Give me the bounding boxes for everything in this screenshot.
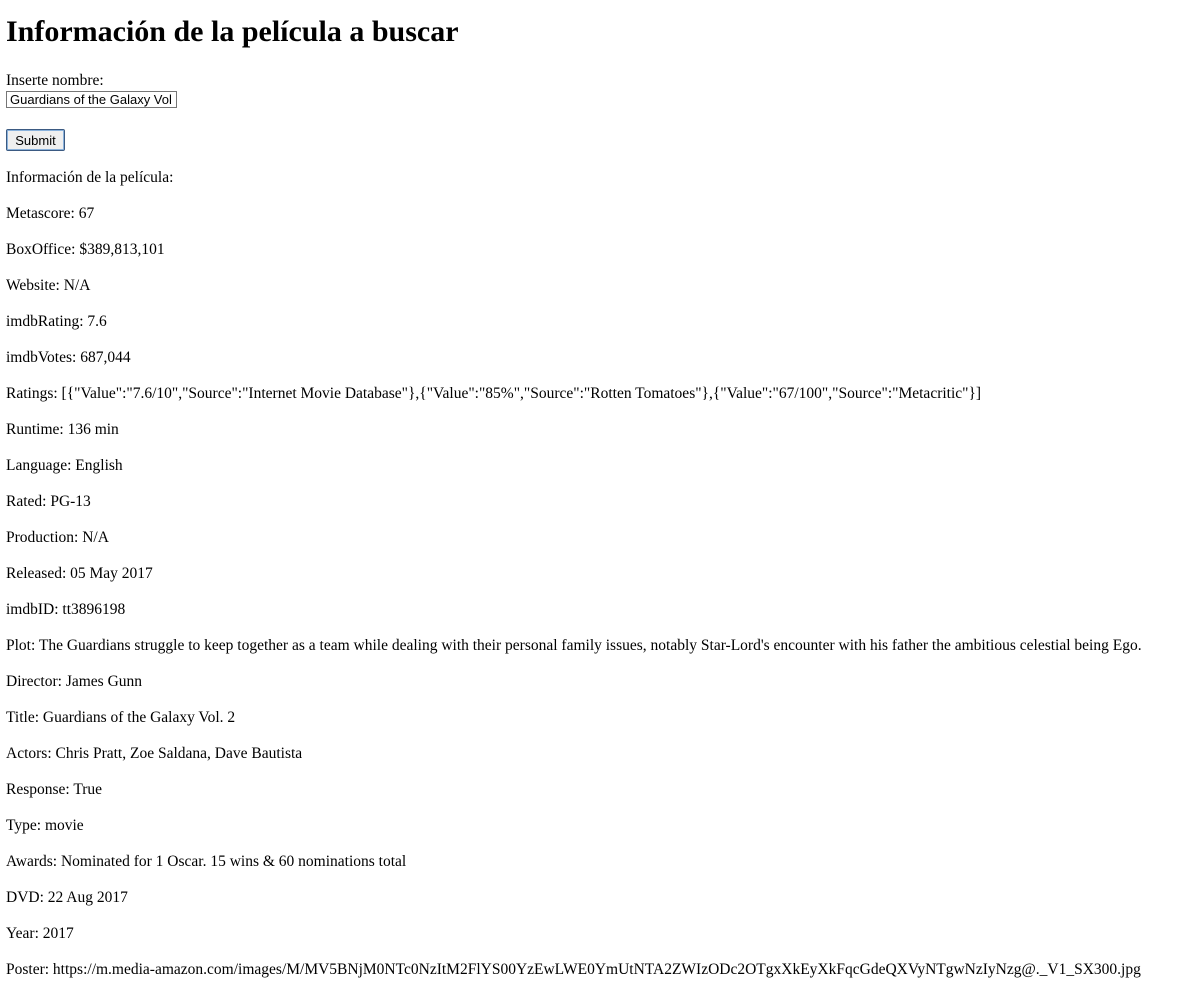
info-year: Year: 2017 <box>6 925 74 942</box>
info-metascore: Metascore: 67 <box>6 205 95 222</box>
info-production: Production: N/A <box>6 529 109 546</box>
page-title: Información de la película a buscar <box>6 15 459 48</box>
info-director: Director: James Gunn <box>6 673 143 690</box>
info-imdb-rating: imdbRating: 7.6 <box>6 313 107 330</box>
info-released: Released: 05 May 2017 <box>6 565 153 582</box>
info-boxoffice: BoxOffice: $389,813,101 <box>6 241 165 258</box>
movie-info-header: Información de la película: <box>6 169 174 186</box>
info-title: Title: Guardians of the Galaxy Vol. 2 <box>6 709 236 726</box>
info-awards: Awards: Nominated for 1 Oscar. 15 wins & 60 nominations total <box>6 853 407 870</box>
info-plot: Plot: The Guardians struggle to keep together as a team while dealing with their personal family issues, notably Star-Lord's encounter with his father the ambitious celestial being Ego. <box>6 637 1142 654</box>
info-ratings: Ratings: [{"Value":"7.6/10","Source":"Internet Movie Database"},{"Value":"85%","Source":"Rotten Tomatoes"},{"Value":"67/100","Source":"Metacritic"}] <box>6 385 982 402</box>
movie-name-input[interactable] <box>6 91 177 108</box>
info-imdb-votes: imdbVotes: 687,044 <box>6 349 131 366</box>
info-website: Website: N/A <box>6 277 91 294</box>
info-poster: Poster: https://m.media-amazon.com/images/M/MV5BNjM0NTc0NzItM2FlYS00YzEwLWE0YmUtNTA2ZWIzODc2OTgxXkEyXkFqcGdeQXVyNTgwNzIyNzg@._V1_SX300.jpg <box>6 961 1141 978</box>
info-type: Type: movie <box>6 817 84 834</box>
info-actors: Actors: Chris Pratt, Zoe Saldana, Dave Bautista <box>6 745 303 762</box>
info-language: Language: English <box>6 457 123 474</box>
info-response: Response: True <box>6 781 103 798</box>
movie-info-list <box>6 168 1203 996</box>
info-dvd: DVD: 22 Aug 2017 <box>6 889 128 906</box>
name-label: Inserte nombre: <box>6 72 104 89</box>
submit-button[interactable]: Submit <box>6 129 65 151</box>
info-runtime: Runtime: 136 min <box>6 421 119 438</box>
info-rated: Rated: PG-13 <box>6 493 91 510</box>
info-imdb-id: imdbID: tt3896198 <box>6 601 126 618</box>
